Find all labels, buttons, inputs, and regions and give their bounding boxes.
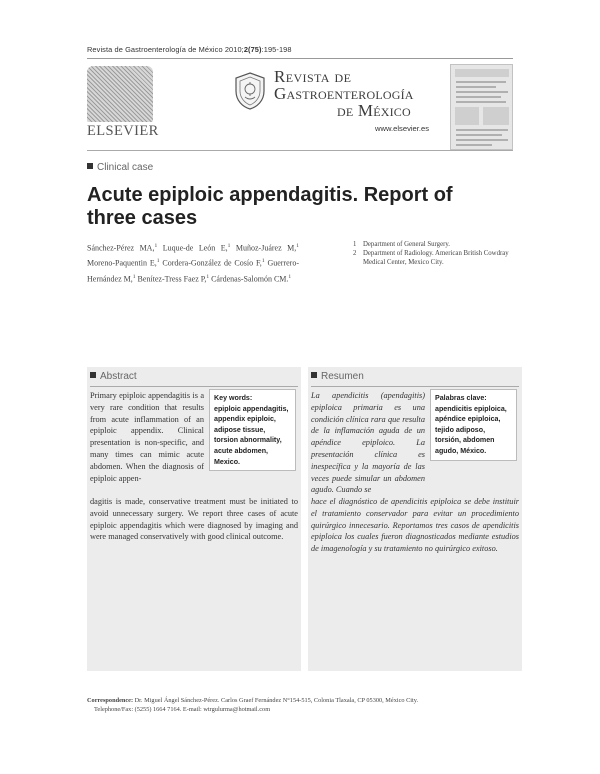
abstract-text-part1: Primary epiploic appendagitis is a very rare condition that results from acute inflammation of an epiploic appendix. Clinical presentation is non-specific, and many times can mimic acute abdomen. When the diagnosis of epiploic appen-	[90, 391, 204, 483]
author-list: Sánchez-Pérez MA,$^1$ Luque-de León E,$^1$ Muñoz-Juárez M,$^1$ Moreno-Paquentin E,$^1$ Cordera-González de Cosío F,$^1$ Guerrero-Hernández M,$^1$ Benítez-Tress Faez P,$^1$ Cárdenas-Salomón CM.$^1$	[87, 243, 299, 284]
correspondence-contact: Telephone/Fax: (5255) 1664 7164. E-mail: wtrgulurma@hotmail.com	[94, 706, 271, 714]
journal-url[interactable]: www.elsevier.es	[375, 124, 430, 133]
masthead-divider	[87, 150, 513, 151]
resumen-panel	[308, 367, 522, 671]
palabras-clave-list: apendicitis epiploica, apéndice epiploica, tejido adiposo, torsión, abdomen agudo, México.	[435, 404, 507, 455]
affiliation-item: 1 Department of General Surgery.	[353, 241, 451, 248]
bullet-square-icon	[311, 372, 317, 378]
resumen-divider	[311, 386, 519, 387]
bullet-square-icon	[90, 372, 96, 378]
article-title: Acute epiploic appendagitis. Report of three cases	[87, 184, 453, 229]
elsevier-logo	[87, 66, 159, 140]
header-divider	[87, 58, 513, 59]
resumen-text-part2: hace el diagnóstico de apendicitis epiploica se debe instituir el tratamiento conservador para evitar un procedimiento quirúrgico innecesario. Reportamos tres casos de apendicitis epiploica los cuales fueron diagnosticados mediante estudios de imagenología y su tratamiento no quirúrgico exitoso.	[311, 497, 519, 554]
journal-cover-thumbnail	[450, 64, 513, 150]
correspondence: Correspondence: Dr. Miguel Ángel Sánchez-Pérez. Carlos Graef Fernández N°154-515, Colonia Tlaxala, CP 05300, México City. Telephone/Fax: (5255) 1664 7164. E-mail: wtrgulurma@hotmail.com	[87, 696, 513, 715]
section-label: Clinical case	[87, 162, 153, 173]
keywords-list: epiploic appendagitis, appendix epiploic, adipose tissue, torsion abnormality, acute abdomen, Mexico.	[214, 404, 289, 466]
abstract-panel	[87, 367, 301, 671]
keywords-box	[209, 389, 296, 471]
bullet-square-icon	[87, 163, 93, 169]
resumen-heading: Resumen	[311, 371, 364, 382]
abstract-heading: Abstract	[90, 371, 137, 382]
resumen-text-part1: La apendicitis (apendagitis) epiploica primaria es una condición clínica rara que resulta de la inflamación aguda de un apéndice epiploico. La presentación clínica es inespecífica y la mayoría de las veces puede simular un abdomen agudo. Cuando se	[311, 391, 425, 495]
journal-seal-icon	[233, 71, 267, 111]
publisher-name: ELSEVIER	[87, 123, 159, 139]
abstract-text-part2: dagitis is made, conservative treatment must be initiated to avoid unnecessary surgery. We report three cases of acute epiploic appendagitis which were diagnosed by imaging and were managed conservatively with good clinical outcome.	[90, 497, 298, 542]
elsevier-tree-icon	[87, 66, 153, 122]
palabras-clave-title: Palabras clave:	[435, 394, 487, 402]
affiliation-item: 2 Department of Radiology. American British Cowdray Medical Center, Mexico City.	[353, 250, 509, 266]
abstract-divider	[90, 386, 298, 387]
keywords-title: Key words:	[214, 394, 253, 402]
affiliation-list	[353, 240, 513, 267]
palabras-clave-box	[430, 389, 517, 461]
journal-masthead-title: REVISTA DE GASTROENTEROLOGÍA DE MÉXICO	[274, 67, 414, 120]
running-head: Revista de Gastroenterología de México 2010;2(75):195-198	[87, 45, 292, 54]
